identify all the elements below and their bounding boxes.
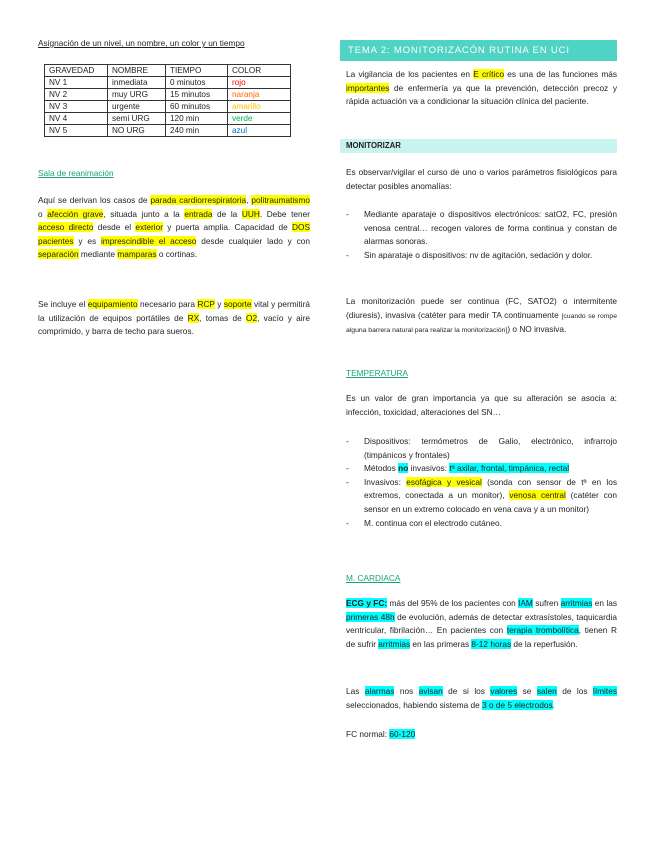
text-run: de los [556, 686, 593, 696]
text-run: . [552, 699, 555, 710]
text-run: de evolución, además de detectar extrasístoles, taquicardia ventricular, fibrilación… En pacientes con [346, 611, 618, 636]
highlighted-text: separación [38, 249, 79, 260]
text-run: invasivos: [408, 463, 450, 474]
table-row [45, 101, 291, 113]
col-header-color: COLOR [228, 65, 291, 77]
table-row [45, 89, 291, 101]
table-row [45, 77, 291, 89]
text-run: Dispositivos: termómetros de Galio, electrónico, infrarrojo (timpánicos y frontales) [364, 436, 617, 460]
highlighted-text: venosa central [509, 490, 566, 501]
highlighted-text: imprescindible el acceso [100, 235, 197, 246]
sala-title: Sala de reanimación [38, 168, 114, 178]
table-cell: NV 1 [45, 77, 108, 89]
table-cell: NV 3 [45, 101, 108, 113]
table-cell: 240 min [166, 125, 228, 137]
text-run: es una de las funciones más [504, 69, 617, 79]
intro-paragraph [346, 68, 617, 109]
text-run: o [38, 208, 48, 219]
table-cell: 120 min [166, 113, 228, 125]
text-run: de la [212, 208, 242, 219]
highlighted-text: salen [536, 686, 557, 696]
text-run: , tienen R de sufrir [346, 625, 618, 649]
text-run: y puerta amplia. Capacidad de [163, 222, 293, 233]
text-run: Sin aparataje o dispositivos: nv de agitación, sedación y dolor. [364, 249, 593, 260]
highlighted-text: importantes [346, 82, 390, 93]
fc-normal [346, 728, 415, 742]
highlighted-text: primeras 48h [346, 611, 395, 622]
table-row [45, 125, 291, 137]
highlighted-text: IAM [518, 598, 533, 608]
highlighted-text: acceso directo [38, 222, 94, 233]
cardiac-paragraph [346, 597, 617, 651]
highlighted-text: 60-120 [389, 729, 416, 739]
text-run: Métodos [364, 463, 399, 474]
triage-table-body [45, 77, 291, 137]
text-run: Se incluye el [38, 299, 88, 309]
monitor-types-paragraph [346, 295, 617, 338]
monitor-methods-list [346, 208, 617, 262]
highlighted-text: valores [490, 686, 518, 696]
highlighted-text: terapia trombolítica [506, 625, 579, 636]
temperature-title: TEMPERATURA [346, 368, 409, 378]
highlighted-text: alarmas [364, 686, 395, 696]
table-cell: amarillo [228, 101, 291, 113]
text-run: más del 95% de los pacientes con [387, 598, 519, 608]
text-run: necesario para [137, 299, 198, 309]
highlighted-text: afección grave [47, 208, 104, 219]
highlighted-text: E crítico [473, 69, 505, 79]
text-run: FC normal: [346, 729, 390, 739]
text-run: de si los [442, 686, 491, 696]
table-cell: 0 minutos [166, 77, 228, 89]
triage-table [44, 64, 291, 137]
equipment-paragraph [38, 298, 310, 339]
table-cell: semi URG [108, 113, 166, 125]
highlighted-text: equipamiento [87, 299, 138, 309]
text-run: de enfermería ya que la prevención, detección precoz y rápida actuación va a condicionar la situación clínica del paciente. [346, 82, 617, 107]
table-cell: NV 2 [45, 89, 108, 101]
col-header-gravedad: GRAVEDAD [45, 65, 108, 77]
list-item [346, 249, 617, 263]
highlighted-text: avisan [418, 686, 443, 696]
highlighted-text: RCP [197, 299, 215, 309]
table-cell: azul [228, 125, 291, 137]
table-cell: 15 minutos [166, 89, 228, 101]
highlighted-text: 3 o de 5 electrodos [482, 699, 553, 710]
highlighted-text: politraumatismo [251, 195, 310, 205]
text-run: Invasivos: [364, 476, 407, 487]
list-item [346, 517, 617, 531]
sala-paragraph [38, 194, 310, 262]
topic-banner: TEMA 2: MONITORIZACÓN RUTINA EN UCI [340, 40, 617, 61]
text-run: en las primeras [410, 638, 472, 649]
text-run: de la reperfusión. [511, 638, 578, 649]
highlighted-text: límites [593, 686, 617, 696]
text-run: La vigilancia de los pacientes en [346, 69, 474, 79]
highlighted-text: ECG y FC: [346, 598, 388, 608]
highlighted-text: exterior [135, 222, 164, 233]
table-cell: inmediata [108, 77, 166, 89]
highlighted-text: 8-12 horas [471, 638, 512, 649]
highlighted-text: soporte [223, 299, 252, 309]
monitorizar-label: MONITORIZAR [340, 139, 617, 153]
text-run: o cortinas. [156, 249, 198, 260]
text-run: se [517, 686, 537, 696]
text-run: Mediante aparataje o dispositivos electrónicos: satO2, FC, presión venosa central… recogen valores de forma continua y constan de alarmas sonoras. [364, 209, 617, 247]
list-item [346, 476, 617, 517]
text-run: mediante [78, 249, 118, 260]
table-cell: 60 minutos [166, 101, 228, 113]
highlighted-text: RX [187, 312, 200, 323]
highlighted-text: tª axilar, frontal, timpánica, rectal [449, 463, 570, 474]
text-run: en las [592, 598, 618, 608]
text-run: Las [346, 686, 365, 696]
table-cell: naranja [228, 89, 291, 101]
list-item [346, 435, 617, 462]
highlighted-text: parada cardiorrespiratoria [150, 195, 247, 205]
text-run: (sonda con sensor de tª en los extremos, conectada a un monitor), [364, 476, 617, 501]
highlighted-text: O2 [246, 312, 258, 323]
highlighted-text: arritmias [560, 598, 593, 608]
text-run: seleccionados, habiendo sistema de [346, 699, 483, 710]
highlighted-text: UUH [241, 208, 260, 219]
text-run: , [246, 195, 252, 205]
highlighted-text: entrada [184, 208, 213, 219]
highlighted-text: no [398, 463, 409, 474]
temperature-list [346, 435, 617, 530]
text-run: , tomas de [199, 312, 247, 323]
temperature-intro: Es un valor de gran importancia ya que su alteración se asocia a: infección, toxicidad, alteraciones del SN… [346, 393, 617, 417]
text-run: desde cualquier lado y con [196, 235, 311, 246]
table-header-row [45, 65, 291, 77]
text-run: , situada junto a la [103, 208, 185, 219]
text-run: Aquí se derivan los casos de [38, 195, 151, 205]
table-cell: urgente [108, 101, 166, 113]
assignment-title: Asignación de un nivel, un nombre, un color y un tiempo [38, 38, 245, 48]
text-run: ) o NO invasiva. [507, 324, 567, 335]
text-run: . Debe tener [259, 208, 310, 219]
highlighted-text: mamparas [117, 249, 157, 260]
text-run: vital y permitirá la utilización de equipos portátiles de [38, 299, 311, 323]
highlighted-text: esofágica y vesical [406, 476, 482, 487]
text-run: y [214, 299, 224, 309]
alarms-paragraph [346, 685, 617, 712]
cardiac-title: M. CARDIACA [346, 573, 401, 583]
text-run: nos [394, 686, 419, 696]
col-header-nombre: NOMBRE [108, 65, 166, 77]
table-row [45, 113, 291, 125]
text-run: sufren [532, 598, 561, 608]
table-cell: muy URG [108, 89, 166, 101]
table-cell: NO URG [108, 125, 166, 137]
text-run: (catéter con sensor en un extremo colocado en vena cava y a un monitor) [364, 490, 617, 514]
table-cell: verde [228, 113, 291, 125]
text-run: desde el [93, 222, 136, 233]
monitorizar-definition: Es observar/vigilar el curso de uno o varios parámetros fisiológicos para detectar posibles anomalías: [346, 167, 617, 191]
text-run: [cuando se rompe alguna barrera natural para realizar la monitorización] [346, 312, 617, 335]
table-cell: NV 4 [45, 113, 108, 125]
highlighted-text: DOS pacientes [38, 222, 310, 246]
list-item [346, 208, 617, 249]
col-header-tiempo: TIEMPO [166, 65, 228, 77]
text-run: La monitorización puede ser continua (FC, SATO2) o intermitente (diuresis), invasiva (catéter para medir TA continuamente [346, 296, 617, 320]
list-item [346, 462, 617, 476]
text-run: y es [73, 235, 101, 246]
text-run: M. continua con el electrodo cutáneo. [364, 517, 502, 528]
highlighted-text: arritmias [378, 638, 411, 649]
table-cell: rojo [228, 77, 291, 89]
text-run: , vacío y aire comprimido, y barra de techo para sueros. [38, 312, 310, 337]
table-cell: NV 5 [45, 125, 108, 137]
